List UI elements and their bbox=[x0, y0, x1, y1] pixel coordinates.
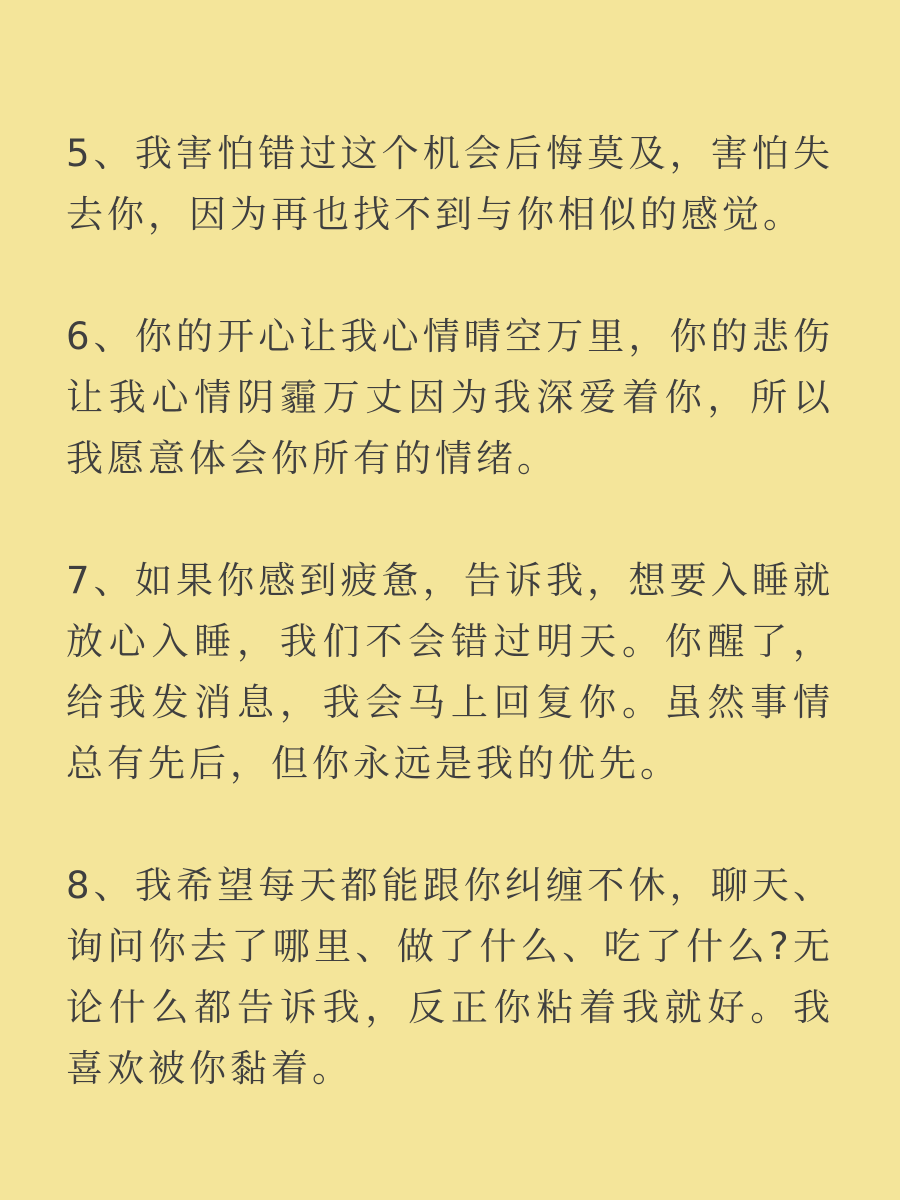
paragraph-8: 8、我希望每天都能跟你纠缠不休，聊天、询问你去了哪里、做了什么、吃了什么?无论什么都告诉我，反正你粘着我就好。我喜欢被你黏着。 bbox=[66, 864, 834, 1090]
paragraph-6: 6、你的开心让我心情晴空万里，你的悲伤让我心情阴霾万丈因为我深爱着你，所以我愿意体会你所有的情绪。 bbox=[66, 315, 834, 480]
paragraph-7: 7、如果你感到疲惫，告诉我，想要入睡就放心入睡，我们不会错过明天。你醒了，给我发消息，我会马上回复你。虽然事情总有先后，但你永远是我的优先。 bbox=[66, 559, 834, 785]
paragraph-5: 5、我害怕错过这个机会后悔莫及，害怕失去你，因为再也找不到与你相似的感觉。 bbox=[66, 132, 834, 236]
